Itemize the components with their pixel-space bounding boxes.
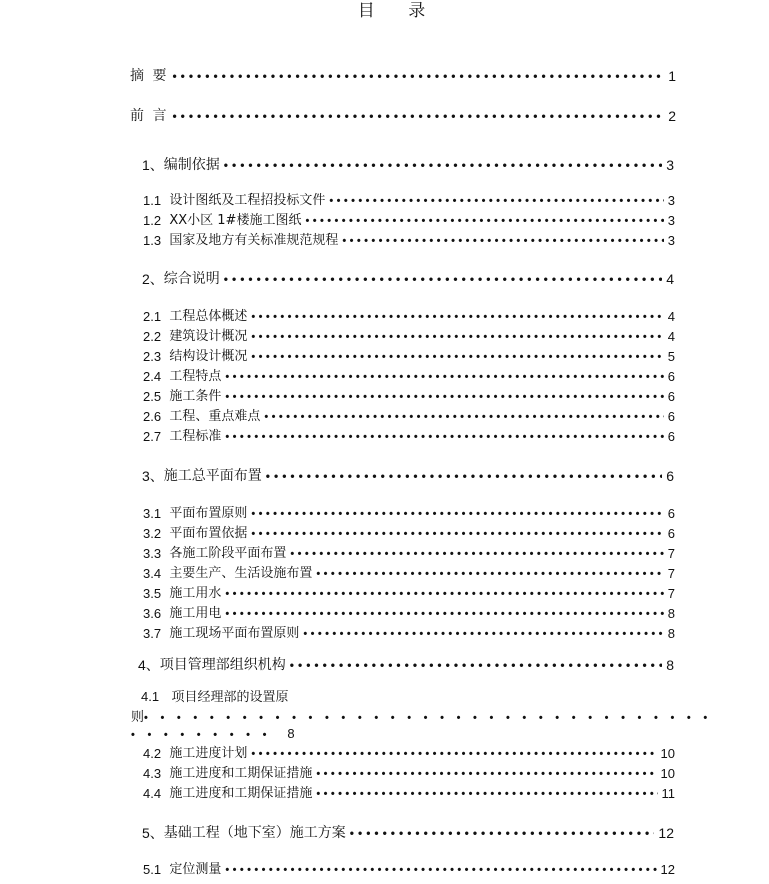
item-page: 11	[661, 786, 675, 801]
dot-leader	[225, 586, 663, 602]
dot-leader	[290, 657, 662, 673]
item-page: 4	[667, 309, 675, 324]
dot-leader	[290, 546, 663, 562]
item-label: 施工现场平面布置原则	[169, 626, 300, 641]
dot-leader	[172, 108, 664, 124]
toc-section-3[interactable]	[142, 468, 674, 484]
toc-entry-preface[interactable]	[130, 108, 676, 124]
toc-item-3-5[interactable]	[143, 586, 675, 602]
section-label: 项目管理部组织机构	[159, 657, 286, 673]
toc-title: 目 录	[357, 1, 440, 21]
section-label: 施工总平面布置	[163, 468, 262, 484]
item-page: 8	[667, 626, 675, 641]
toc-item-1-1[interactable]	[143, 193, 675, 209]
toc-item-3-6[interactable]	[143, 606, 675, 622]
dot-leader	[316, 566, 663, 582]
item-page: 6	[667, 429, 675, 444]
toc-item-4-1-line1[interactable]	[141, 686, 289, 705]
dot-leader	[225, 429, 663, 445]
section-number: 5、	[142, 825, 164, 841]
toc-section-5[interactable]	[142, 825, 674, 841]
item-label: 施工条件	[169, 389, 222, 404]
item-label: 国家及地方有关标准规范规程	[169, 233, 339, 248]
item-number: 4.1	[141, 689, 160, 704]
toc-item-5-1[interactable]	[143, 862, 675, 878]
toc-entry-label: 前 言	[130, 108, 169, 124]
toc-item-4-1-line3[interactable]	[131, 726, 295, 742]
dot-leader	[251, 526, 663, 542]
item-page: 6	[667, 506, 675, 521]
item-page: 4	[667, 329, 675, 344]
dot-leader	[172, 68, 664, 84]
section-number: 3、	[142, 468, 164, 484]
section-page: 3	[666, 157, 674, 173]
section-label: 编制依据	[163, 157, 220, 173]
toc-item-2-3[interactable]	[143, 349, 675, 365]
section-page: 4	[666, 271, 674, 287]
item-label: 施工进度计划	[169, 746, 248, 761]
toc-section-2[interactable]	[142, 271, 674, 287]
item-label: 平面布置依据	[169, 526, 248, 541]
item-number: 4.4	[143, 786, 162, 801]
item-page: 10	[660, 746, 675, 761]
dot-leader	[225, 369, 663, 385]
toc-entry-page: 1	[668, 68, 676, 84]
item-number: 3.1	[143, 506, 162, 521]
item-label: 结构设计概况	[169, 349, 248, 364]
item-label: 平面布置原则	[169, 506, 248, 521]
section-page: 8	[666, 657, 674, 673]
item-number: 5.1	[143, 862, 162, 877]
toc-item-2-2[interactable]	[143, 329, 675, 345]
dot-leader	[251, 329, 663, 345]
toc-item-1-2[interactable]	[143, 213, 675, 229]
item-label: 工程、重点难点	[169, 409, 261, 424]
dot-leader	[225, 606, 663, 622]
dot-leader	[224, 271, 662, 287]
dot-leader	[251, 746, 656, 762]
item-page: 10	[660, 766, 675, 781]
toc-item-3-1[interactable]	[143, 506, 675, 522]
dot-leader	[350, 825, 655, 841]
item-label: 项目经理部的设置原	[171, 690, 289, 705]
toc-item-2-6[interactable]	[143, 409, 675, 425]
toc-section-1[interactable]	[142, 157, 674, 173]
dot-leader	[342, 233, 663, 249]
toc-item-4-1-line2[interactable]	[131, 706, 720, 725]
item-number: 4.2	[143, 746, 162, 761]
dot-leader	[303, 626, 663, 642]
item-label: 施工进度和工期保证措施	[169, 786, 313, 801]
item-number: 2.5	[143, 389, 162, 404]
section-page: 6	[666, 468, 674, 484]
item-number: 2.2	[143, 329, 162, 344]
item-page: 8	[287, 726, 295, 741]
item-label: 建筑设计概况	[169, 329, 248, 344]
item-number: 2.1	[143, 309, 162, 324]
toc-item-2-5[interactable]	[143, 389, 675, 405]
item-label-cont: 则	[131, 710, 145, 725]
item-page: 7	[667, 586, 675, 601]
toc-entry-label: 摘 要	[130, 68, 169, 84]
item-label: 主要生产、生活设施布置	[169, 566, 313, 581]
item-label: 工程标准	[169, 429, 222, 444]
dot-leader: •••••••••	[131, 729, 280, 741]
toc-item-1-3[interactable]	[143, 233, 675, 249]
dot-leader	[225, 389, 663, 405]
item-number: 4.3	[143, 766, 162, 781]
item-number: 3.5	[143, 586, 162, 601]
item-number: 2.7	[143, 429, 162, 444]
item-label: 工程特点	[169, 369, 222, 384]
section-label: 基础工程（地下室）施工方案	[163, 825, 346, 841]
toc-entry-abstract[interactable]	[130, 68, 676, 84]
item-label: 施工用水	[169, 586, 222, 601]
item-page: 5	[667, 349, 675, 364]
item-number: 3.4	[143, 566, 162, 581]
item-page: 7	[667, 546, 675, 561]
item-page: 7	[667, 566, 675, 581]
item-label: 设计图纸及工程招投标文件	[169, 193, 326, 208]
dot-leader	[251, 309, 663, 325]
dot-leader	[225, 862, 656, 878]
toc-item-2-7[interactable]	[143, 429, 675, 445]
toc-item-4-3[interactable]	[143, 766, 675, 782]
item-number: 3.2	[143, 526, 162, 541]
item-number: 1.3	[143, 233, 162, 248]
toc-item-3-2[interactable]	[143, 526, 675, 542]
toc-item-3-4[interactable]	[143, 566, 675, 582]
dot-leader	[329, 193, 663, 209]
toc-item-2-4[interactable]	[143, 369, 675, 385]
toc-item-4-4[interactable]	[143, 786, 675, 802]
dot-leader	[251, 506, 663, 522]
item-page: 12	[660, 862, 675, 877]
item-label: 施工用电	[169, 606, 222, 621]
item-label: XX小区 1#楼施工图纸	[169, 213, 302, 228]
item-page: 6	[667, 369, 675, 384]
dot-leader: •••••••••••••••••••••••••••••••••••	[144, 712, 720, 724]
item-page: 6	[667, 409, 675, 424]
dot-leader	[316, 766, 656, 782]
toc-item-3-3[interactable]	[143, 546, 675, 562]
item-page: 6	[667, 526, 675, 541]
item-page: 3	[667, 213, 675, 228]
item-number: 3.7	[143, 626, 162, 641]
item-number: 2.6	[143, 409, 162, 424]
dot-leader	[251, 349, 663, 365]
item-page: 6	[667, 389, 675, 404]
item-number: 1.1	[143, 193, 162, 208]
item-page: 3	[667, 193, 675, 208]
toc-entry-page: 2	[668, 108, 676, 124]
item-number: 3.6	[143, 606, 162, 621]
item-number: 1.2	[143, 213, 162, 228]
item-number: 3.3	[143, 546, 162, 561]
dot-leader	[305, 213, 663, 229]
section-label: 综合说明	[163, 271, 220, 287]
toc-item-2-1[interactable]	[143, 309, 675, 325]
item-label: 工程总体概述	[169, 309, 248, 324]
dot-leader	[264, 409, 663, 425]
item-label: 各施工阶段平面布置	[169, 546, 287, 561]
section-number: 2、	[142, 271, 164, 287]
dot-leader	[266, 468, 662, 484]
dot-leader	[316, 786, 657, 802]
section-number: 4、	[138, 657, 160, 673]
dot-leader	[224, 157, 662, 173]
toc-item-4-2[interactable]	[143, 746, 675, 762]
toc-item-3-7[interactable]	[143, 626, 675, 642]
item-label: 施工进度和工期保证措施	[169, 766, 313, 781]
item-number: 2.3	[143, 349, 162, 364]
item-page: 3	[667, 233, 675, 248]
section-number: 1、	[142, 157, 164, 173]
item-label: 定位测量	[169, 862, 222, 877]
item-page: 8	[667, 606, 675, 621]
toc-section-4[interactable]	[138, 657, 674, 673]
section-page: 12	[658, 825, 674, 841]
item-number: 2.4	[143, 369, 162, 384]
